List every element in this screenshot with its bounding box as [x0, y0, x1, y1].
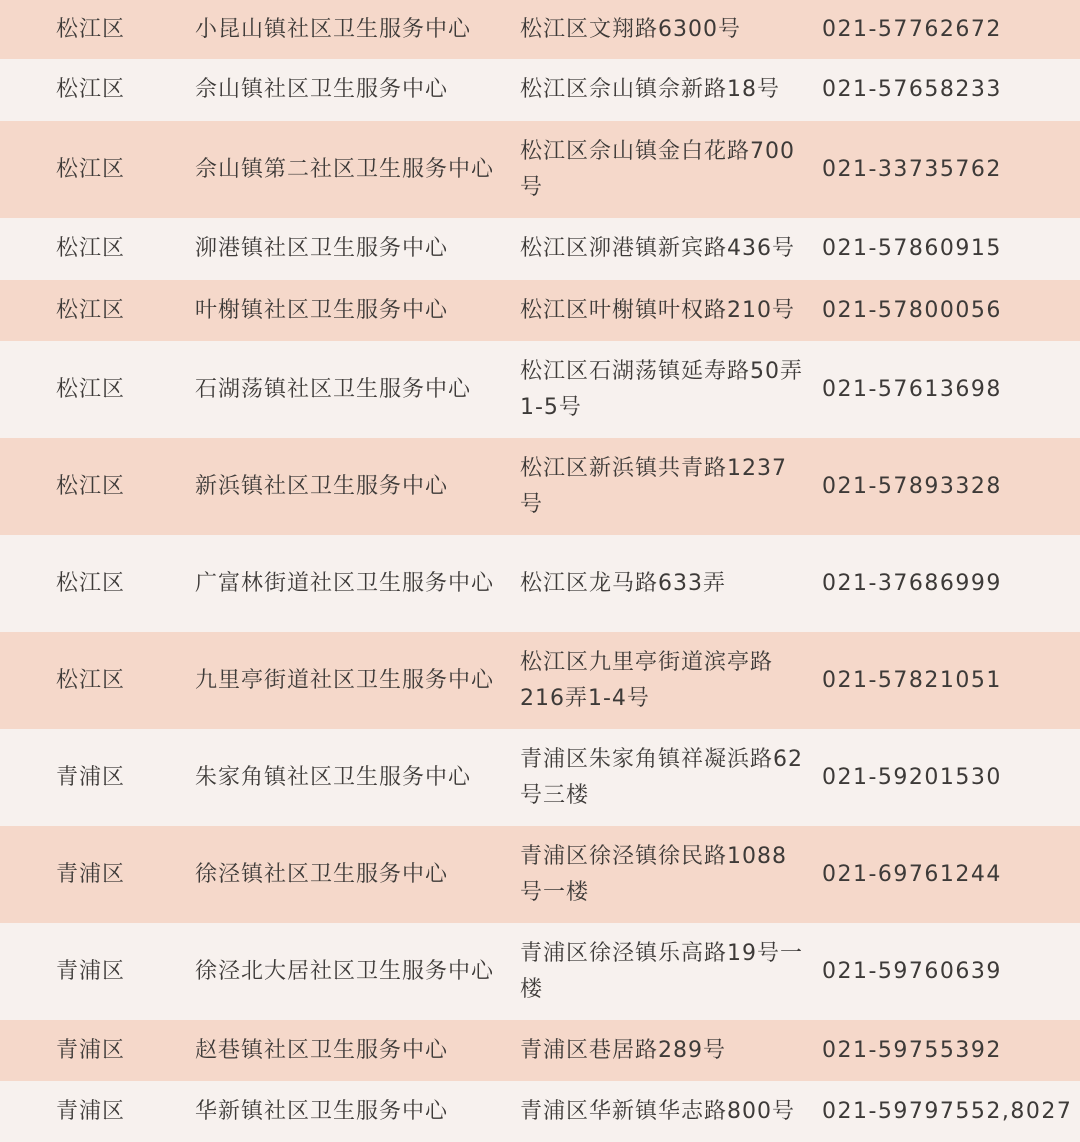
district-cell: 松江区: [56, 156, 126, 182]
center-name-cell: 赵巷镇社区卫生服务中心: [195, 1037, 449, 1063]
address-cell: 松江区石湖荡镇延寿路50弄1-5号: [520, 358, 803, 420]
table-row: [0, 0, 1080, 59]
table-row: [0, 280, 1080, 341]
table-row: [0, 535, 1080, 632]
district-cell: 松江区: [56, 297, 126, 323]
center-name-cell: 广富林街道社区卫生服务中心: [195, 570, 495, 596]
district-cell: 松江区: [56, 376, 126, 402]
table-row: [0, 632, 1080, 729]
center-name-cell: 徐泾北大居社区卫生服务中心: [195, 958, 495, 984]
center-name-cell: 叶榭镇社区卫生服务中心: [195, 297, 449, 323]
phone-cell: 021-57762672: [822, 16, 1002, 42]
center-name-cell: 泖港镇社区卫生服务中心: [195, 236, 449, 261]
table-row: [0, 1020, 1080, 1081]
phone-cell: 021-59755392: [822, 1037, 1002, 1063]
table-row: [0, 59, 1080, 121]
address-cell: 松江区佘山镇金白花路700号: [520, 138, 795, 200]
center-name-cell: 徐泾镇社区卫生服务中心: [195, 861, 449, 887]
table-row: [0, 923, 1080, 1020]
table-row: [0, 729, 1080, 826]
table-row: [0, 438, 1080, 535]
phone-cell: 021-59797552,8027: [822, 1098, 1073, 1124]
table-row: [0, 121, 1080, 218]
phone-cell: 021-57860915: [822, 236, 1002, 261]
phone-cell: 021-59760639: [822, 958, 1002, 984]
center-name-cell: 朱家角镇社区卫生服务中心: [195, 764, 472, 790]
phone-cell: 021-57800056: [822, 297, 1002, 323]
table-row: [0, 341, 1080, 438]
phone-cell: 021-57893328: [822, 473, 1002, 499]
center-name-cell: 华新镇社区卫生服务中心: [195, 1098, 449, 1124]
table-row: [0, 826, 1080, 923]
address-cell: 青浦区朱家角镇祥凝浜路62号三楼: [520, 746, 803, 808]
phone-cell: 021-33735762: [822, 156, 1002, 182]
table-row: [0, 1081, 1080, 1142]
table-row: [0, 218, 1080, 280]
address-cell: 松江区泖港镇新宾路436号: [520, 236, 795, 261]
address-cell: 松江区叶榭镇叶权路210号: [520, 297, 795, 323]
district-cell: 青浦区: [56, 958, 126, 984]
district-cell: 松江区: [56, 473, 126, 499]
address-cell: 青浦区徐泾镇乐高路19号一楼: [520, 940, 803, 1002]
district-cell: 松江区: [56, 570, 126, 596]
address-cell: 松江区新浜镇共青路1237号: [520, 455, 787, 517]
address-cell: 松江区文翔路6300号: [520, 16, 741, 42]
center-name-cell: 石湖荡镇社区卫生服务中心: [195, 376, 472, 402]
center-name-cell: 新浜镇社区卫生服务中心: [195, 473, 449, 499]
address-cell: 松江区佘山镇佘新路18号: [520, 77, 780, 102]
phone-cell: 021-59201530: [822, 764, 1002, 790]
center-name-cell: 九里亭街道社区卫生服务中心: [195, 667, 495, 693]
district-cell: 青浦区: [56, 764, 126, 790]
center-name-cell: 佘山镇社区卫生服务中心: [195, 77, 449, 102]
district-cell: 松江区: [56, 16, 126, 42]
phone-cell: 021-37686999: [822, 570, 1002, 596]
district-cell: 松江区: [56, 667, 126, 693]
center-name-cell: 佘山镇第二社区卫生服务中心: [195, 156, 495, 182]
phone-cell: 021-57658233: [822, 77, 1002, 102]
district-cell: 青浦区: [56, 1098, 126, 1124]
center-name-cell: 小昆山镇社区卫生服务中心: [195, 16, 472, 42]
address-cell: 青浦区华新镇华志路800号: [520, 1098, 795, 1124]
district-cell: 松江区: [56, 77, 126, 102]
phone-cell: 021-69761244: [822, 861, 1002, 887]
phone-cell: 021-57613698: [822, 376, 1002, 402]
address-cell: 青浦区巷居路289号: [520, 1037, 726, 1063]
address-cell: 松江区龙马路633弄: [520, 570, 726, 596]
address-cell: 青浦区徐泾镇徐民路1088号一楼: [520, 843, 787, 905]
address-cell: 松江区九里亭街道滨亭路216弄1-4号: [520, 649, 774, 711]
district-cell: 青浦区: [56, 1037, 126, 1063]
phone-cell: 021-57821051: [822, 667, 1002, 693]
district-cell: 青浦区: [56, 861, 126, 887]
district-cell: 松江区: [56, 236, 126, 261]
